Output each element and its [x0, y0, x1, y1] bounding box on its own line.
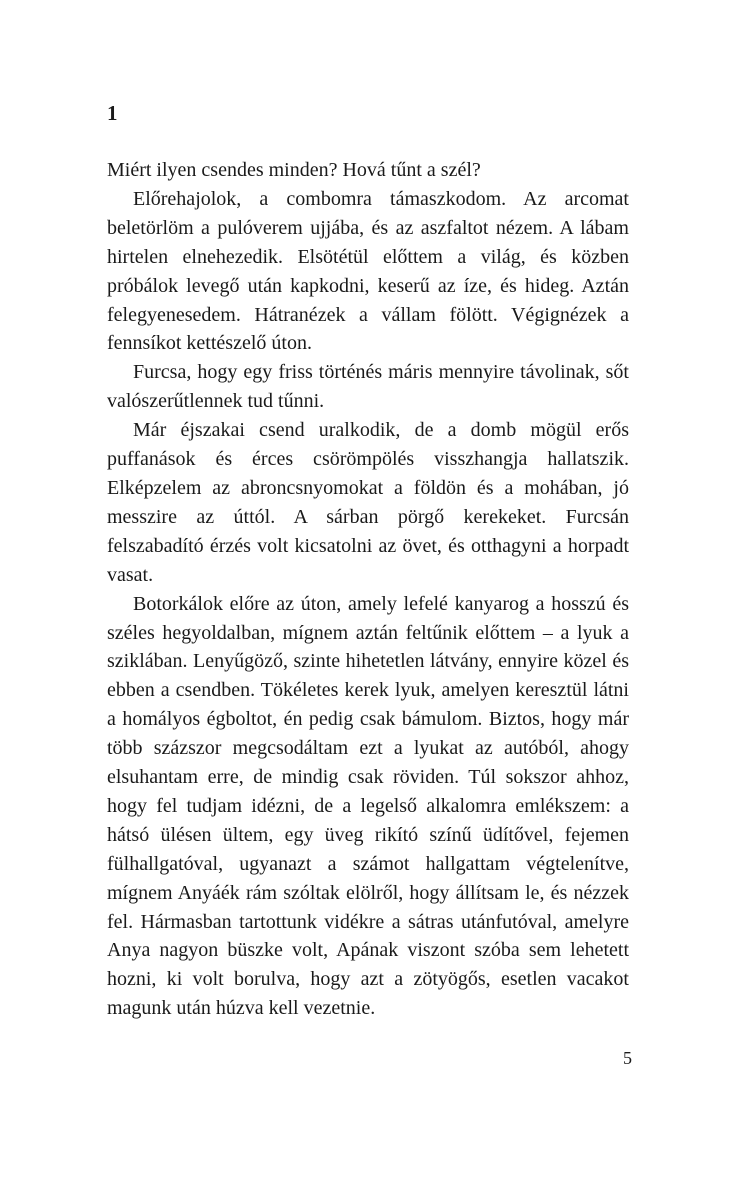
chapter-number: 1 [107, 101, 118, 125]
body-text [107, 156, 629, 1023]
paragraph: Már éjszakai csend uralkodik, de a domb mögül erős puffanások és érces csörömpölés visszhangja hallatszik. Elképzelem az abroncsnyomokat a földön és a mohában, jó messzire az úttól. A sárban pörgő kerekeket. Furcsán felszabadító érzés volt kicsatolni az övet, és otthagyni a horpadt vasat. [107, 419, 629, 586]
paragraph: Botorkálok előre az úton, amely lefelé kanyarog a hosszú és széles hegyoldalban, mígnem aztán feltűnik előttem – a lyuk a sziklában. Lenyűgöző, szinte hihetetlen látvány, ennyire közel és ebben a csendben. Tökéletes kerek lyuk, amelyen keresztül látni a homályos égboltot, én pedig csak bámulom. Biztos, hogy már több százszor megcsodáltam ezt a lyukat az autóból, ahogy elsuhantam erre, de mindig csak röviden. Túl sokszor ahhoz, hogy fel tudjam idézni, de a legelső alkalomra emlékszem: a hátsó ülésen ültem, egy üveg rikító színű üdítővel, fejemen fülhallgatóval, ugyanazt a számot hallgattam végtelenítve, mígnem Anyáék rám szóltak elölről, hogy állítsam le, és nézzek fel. Hármasban tartottunk vidékre a sátras utánfutóval, amelyre Anya nagyon büszke volt, Apának viszont szóba sem lehetett hozni, ki volt borulva, hogy azt a zötyögős, esetlen vacakot magunk után húzva kell vezetnie. [107, 592, 629, 1020]
page-number: 5 [623, 1048, 632, 1068]
paragraph: Előrehajolok, a combomra támaszkodom. Az arcomat beletörlöm a pulóverem ujjába, és az aszfaltot nézem. A lábam hirtelen elnehezedik. Elsötétül előttem a világ, és közben próbálok levegő után kapkodni, keserű az íze, és hideg. Aztán felegyenesedem. Hátranézek a vállam fölött. Végignézek a fennsíkot kettészelő úton. [107, 187, 629, 355]
paragraph: Furcsa, hogy egy friss történés máris mennyire távolinak, sőt valószerűtlennek tud tűnni. [107, 361, 629, 413]
paragraph: Miért ilyen csendes minden? Hová tűnt a szél? [107, 159, 481, 181]
